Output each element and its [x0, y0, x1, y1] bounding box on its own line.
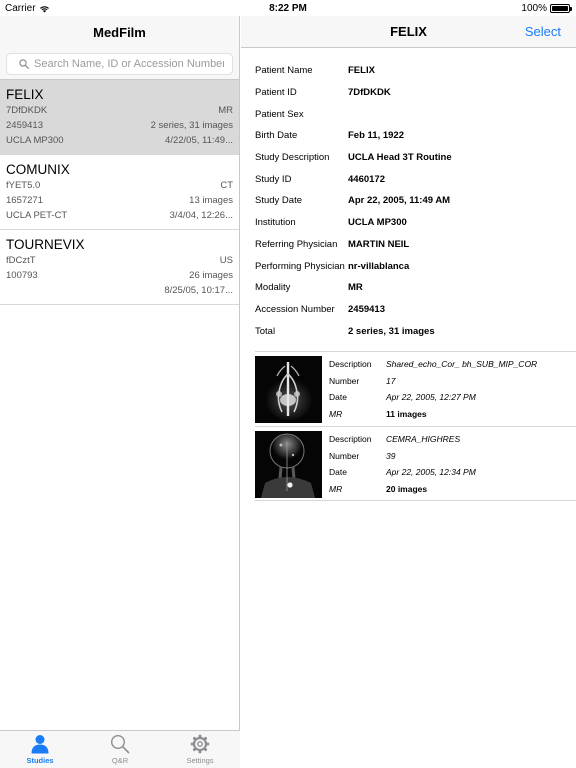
- info-value: MR: [348, 282, 363, 294]
- series-label: Description: [329, 434, 372, 445]
- series-count-row: [329, 480, 576, 497]
- status-time: 8:22 PM: [269, 3, 307, 14]
- study-summary: 26 images: [189, 270, 233, 281]
- info-row-patient-id: [241, 82, 576, 104]
- series-image-icon: [255, 356, 322, 423]
- info-value: nr-villablanca: [348, 260, 410, 272]
- study-institution: UCLA PET-CT: [6, 210, 68, 221]
- series-info: [322, 356, 576, 426]
- series-number-row: [329, 447, 576, 464]
- study-modality: MR: [218, 105, 233, 116]
- study-modality: CT: [220, 180, 233, 191]
- person-icon: [30, 734, 50, 754]
- info-value: 4460172: [348, 173, 385, 185]
- info-value: FELIX: [348, 65, 375, 77]
- info-row-modality: [241, 277, 576, 299]
- info-value: UCLA Head 3T Routine: [348, 152, 452, 164]
- info-label: Institution: [255, 217, 296, 229]
- study-row-comunix[interactable]: [0, 155, 239, 230]
- study-name: COMUNIX: [6, 162, 70, 177]
- study-row-felix[interactable]: [0, 80, 239, 155]
- search-input[interactable]: [34, 58, 224, 70]
- info-row-study-id: [241, 168, 576, 190]
- status-bar: [0, 0, 576, 16]
- info-row-institution: [241, 212, 576, 234]
- select-button[interactable]: Select: [524, 24, 561, 39]
- search-icon: [19, 59, 29, 69]
- study-row-line3: [6, 133, 233, 148]
- tab-bar: [0, 730, 240, 768]
- series-image-count: 11 images: [386, 408, 427, 419]
- tab-settings-label: Settings: [186, 756, 214, 765]
- study-list: [0, 80, 239, 305]
- master-nav-bar: [0, 16, 239, 48]
- tab-settings[interactable]: [160, 731, 240, 768]
- series-label: Description: [329, 359, 372, 370]
- info-label: Referring Physician: [255, 238, 338, 250]
- series-image-icon: [255, 431, 322, 498]
- battery-percent: 100%: [521, 3, 547, 14]
- series-thumbnail: [255, 356, 322, 423]
- study-id: 7DfDKDK: [6, 105, 48, 116]
- series-label: Date: [329, 467, 347, 478]
- study-id: fYET5.0: [6, 180, 41, 191]
- tab-qr[interactable]: [80, 731, 160, 768]
- study-accession: 1657271: [6, 195, 43, 206]
- series-date: Apr 22, 2005, 12:27 PM: [386, 392, 476, 403]
- info-value: MARTIN NEIL: [348, 238, 410, 250]
- study-accession: 100793: [6, 270, 38, 281]
- info-row-referring-physician: [241, 234, 576, 256]
- detail-pane: [241, 16, 576, 768]
- study-row-line1: [6, 103, 233, 118]
- series-number-row: [329, 372, 576, 389]
- series-info: [322, 431, 576, 500]
- battery-group: [521, 3, 570, 14]
- info-row-performing-physician: [241, 255, 576, 277]
- study-summary: 2 series, 31 images: [150, 120, 233, 131]
- series-description-row: [329, 356, 576, 373]
- info-label: Total: [255, 325, 276, 337]
- magnifier-icon: [110, 734, 130, 754]
- series-list: [255, 351, 576, 501]
- search-field[interactable]: [6, 53, 233, 75]
- info-value: UCLA MP300: [348, 217, 407, 229]
- tab-studies[interactable]: [0, 731, 80, 768]
- series-date-row: [329, 464, 576, 481]
- series-thumbnail: [255, 431, 322, 498]
- study-row-tournevix[interactable]: [0, 230, 239, 305]
- info-value: 2 series, 31 images: [348, 325, 435, 337]
- series-image-count: 20 images: [386, 483, 428, 494]
- info-row-birth-date: [241, 125, 576, 147]
- series-label: Number: [329, 450, 360, 461]
- series-date-row: [329, 389, 576, 406]
- series-date: Apr 22, 2005, 12:34 PM: [386, 467, 476, 478]
- tab-qr-label: Q&R: [111, 756, 129, 765]
- carrier-label: Carrier: [5, 3, 36, 14]
- series-description-row: [329, 431, 576, 448]
- study-info: [241, 48, 576, 342]
- study-row-line1: [6, 253, 233, 268]
- info-row-patient-sex: [241, 103, 576, 125]
- info-label: Study Date: [255, 195, 302, 207]
- info-value: Apr 22, 2005, 11:49 AM: [348, 195, 451, 207]
- search-bar: [0, 48, 239, 80]
- series-number: 39: [386, 450, 396, 461]
- detail-nav-bar: [241, 16, 576, 48]
- info-row-study-date: [241, 190, 576, 212]
- study-accession: 2459413: [6, 120, 43, 131]
- info-row-patient-name: [241, 60, 576, 82]
- study-row-line2: [6, 268, 233, 283]
- study-id: fDCztT: [6, 255, 36, 266]
- info-value: 2459413: [348, 303, 385, 315]
- study-date: 4/22/05, 11:49...: [165, 135, 233, 146]
- series-label: Number: [329, 375, 360, 386]
- study-row-line3: [6, 208, 233, 223]
- battery-icon: [550, 4, 570, 13]
- study-row-line2: [6, 118, 233, 133]
- master-title: MedFilm: [93, 24, 146, 40]
- gear-icon: [190, 734, 210, 754]
- info-label: Study Description: [255, 152, 330, 164]
- wifi-icon: [39, 5, 50, 13]
- tab-studies-label: Studies: [26, 756, 54, 765]
- carrier-group: [5, 3, 50, 14]
- info-label: Performing Physician: [255, 260, 345, 272]
- series-count-row: [329, 405, 576, 422]
- detail-title: FELIX: [390, 24, 427, 39]
- master-pane: [0, 16, 240, 768]
- study-date: 8/25/05, 10:17...: [164, 285, 233, 296]
- info-label: Patient ID: [255, 87, 297, 99]
- study-row-line1: [6, 178, 233, 193]
- series-modality: MR: [329, 408, 343, 419]
- study-summary: 13 images: [189, 195, 233, 206]
- series-number: 17: [386, 375, 396, 386]
- series-description: CEMRA_HIGHRES: [386, 434, 461, 445]
- info-row-study-description: [241, 147, 576, 169]
- info-label: Study ID: [255, 173, 292, 185]
- info-row-total: [241, 320, 576, 342]
- study-modality: US: [219, 255, 233, 266]
- series-label: Date: [329, 392, 347, 403]
- info-label: Patient Sex: [255, 108, 304, 120]
- info-label: Patient Name: [255, 65, 313, 77]
- info-row-accession-number: [241, 299, 576, 321]
- study-name: FELIX: [6, 87, 44, 102]
- info-value: 7DfDKDK: [348, 87, 391, 99]
- info-value: Feb 11, 1922: [348, 130, 404, 142]
- series-description: Shared_echo_Cor_ bh_SUB_MIP_COR: [386, 359, 538, 370]
- series-row[interactable]: [255, 351, 576, 426]
- study-name: TOURNEVIX: [6, 237, 85, 252]
- study-row-line3: [6, 283, 233, 298]
- study-row-line2: [6, 193, 233, 208]
- series-row[interactable]: [255, 426, 576, 501]
- study-date: 3/4/04, 12:26...: [169, 210, 233, 221]
- series-modality: MR: [329, 483, 343, 494]
- info-label: Accession Number: [255, 303, 335, 315]
- study-institution: UCLA MP300: [6, 135, 64, 146]
- info-label: Modality: [255, 282, 291, 294]
- info-label: Birth Date: [255, 130, 298, 142]
